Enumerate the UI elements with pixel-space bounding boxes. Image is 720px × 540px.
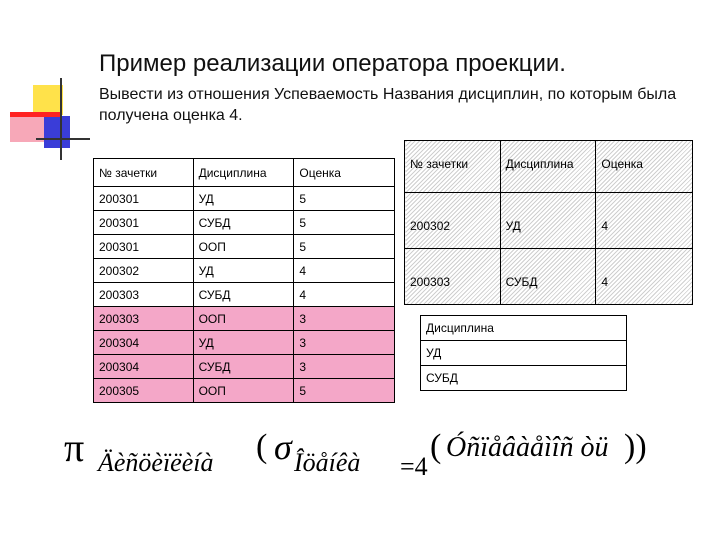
table-cell: УД	[500, 193, 596, 249]
table-header-row	[405, 141, 693, 193]
logo-yellow-square	[33, 85, 63, 115]
logo-red-bar	[10, 112, 62, 117]
table-row	[94, 211, 395, 235]
source-relation-table	[93, 158, 395, 403]
slide-title: Пример реализации оператора проекции.	[99, 50, 566, 77]
table-cell: 4	[294, 259, 395, 283]
table-cell: ООП	[193, 307, 294, 331]
table-row	[421, 366, 627, 391]
table-row	[94, 331, 395, 355]
table-cell: 4	[596, 249, 693, 305]
table-cell: УД	[193, 259, 294, 283]
table-cell: 200302	[405, 193, 501, 249]
table-cell: 200302	[94, 259, 194, 283]
header-cell: Оценка	[294, 159, 395, 187]
projection-result-table	[420, 315, 627, 391]
table-cell: 200303	[405, 249, 501, 305]
table-cell: СУБД	[193, 355, 294, 379]
table-row	[94, 307, 395, 331]
table-row	[405, 249, 693, 305]
table-cell: УД	[193, 331, 294, 355]
table-row	[94, 283, 395, 307]
table-row	[94, 187, 395, 211]
selection-result-table	[404, 140, 693, 305]
table-cell: 200303	[94, 283, 194, 307]
projection-attribute: Äèñöèïëèíà	[98, 448, 214, 477]
slide-subtitle: Вывести из отношения Успеваемость Названия дисциплин, по которым была получена оценка 4.	[99, 86, 677, 124]
table-cell: 200304	[94, 355, 194, 379]
selection-condition: =4	[400, 452, 428, 481]
table-cell: 200303	[94, 307, 194, 331]
table-row	[94, 355, 395, 379]
header-cell: Дисциплина	[421, 316, 627, 341]
table-cell: 5	[294, 187, 395, 211]
table-cell: 200301	[94, 211, 194, 235]
table-header-row	[94, 159, 395, 187]
table-row	[94, 259, 395, 283]
table-cell: СУБД	[500, 249, 596, 305]
logo-vertical-line	[60, 78, 62, 160]
header-cell: Дисциплина	[500, 141, 596, 193]
table-cell: 200304	[94, 331, 194, 355]
table-cell: 200305	[94, 379, 194, 403]
table-cell: ООП	[193, 379, 294, 403]
table-row	[421, 341, 627, 366]
table-cell: УД	[193, 187, 294, 211]
header-cell: № зачетки	[405, 141, 501, 193]
header-cell: № зачетки	[94, 159, 194, 187]
logo-blue-square	[44, 116, 70, 148]
table-cell: 200301	[94, 187, 194, 211]
table-cell: 3	[294, 355, 395, 379]
open-paren: (	[430, 428, 442, 465]
table-cell: 3	[294, 331, 395, 355]
table-row	[405, 193, 693, 249]
table-cell: 200301	[94, 235, 194, 259]
close-parens: ))	[624, 428, 647, 465]
header-cell: Оценка	[596, 141, 693, 193]
header-cell: Дисциплина	[193, 159, 294, 187]
table-header-row	[421, 316, 627, 341]
table-cell: 5	[294, 211, 395, 235]
table-cell: СУБД	[193, 283, 294, 307]
table-cell: ООП	[193, 235, 294, 259]
table-cell: СУБД	[421, 366, 627, 391]
open-paren: (	[256, 428, 268, 465]
table-cell: СУБД	[193, 211, 294, 235]
selection-attribute: Îöåíêà	[294, 448, 361, 477]
relation-name: Óñïåâàåìîñ òü	[446, 432, 609, 463]
table-cell: 5	[294, 379, 395, 403]
logo-horizontal-line	[36, 138, 90, 140]
relational-algebra-formula	[64, 424, 684, 484]
table-row	[94, 379, 395, 403]
table-cell: 3	[294, 307, 395, 331]
table-cell: УД	[421, 341, 627, 366]
table-cell: 5	[294, 235, 395, 259]
selection-symbol: σ	[274, 427, 292, 467]
table-row	[94, 235, 395, 259]
projection-symbol: π	[64, 425, 85, 470]
table-cell: 4	[294, 283, 395, 307]
table-cell: 4	[596, 193, 693, 249]
